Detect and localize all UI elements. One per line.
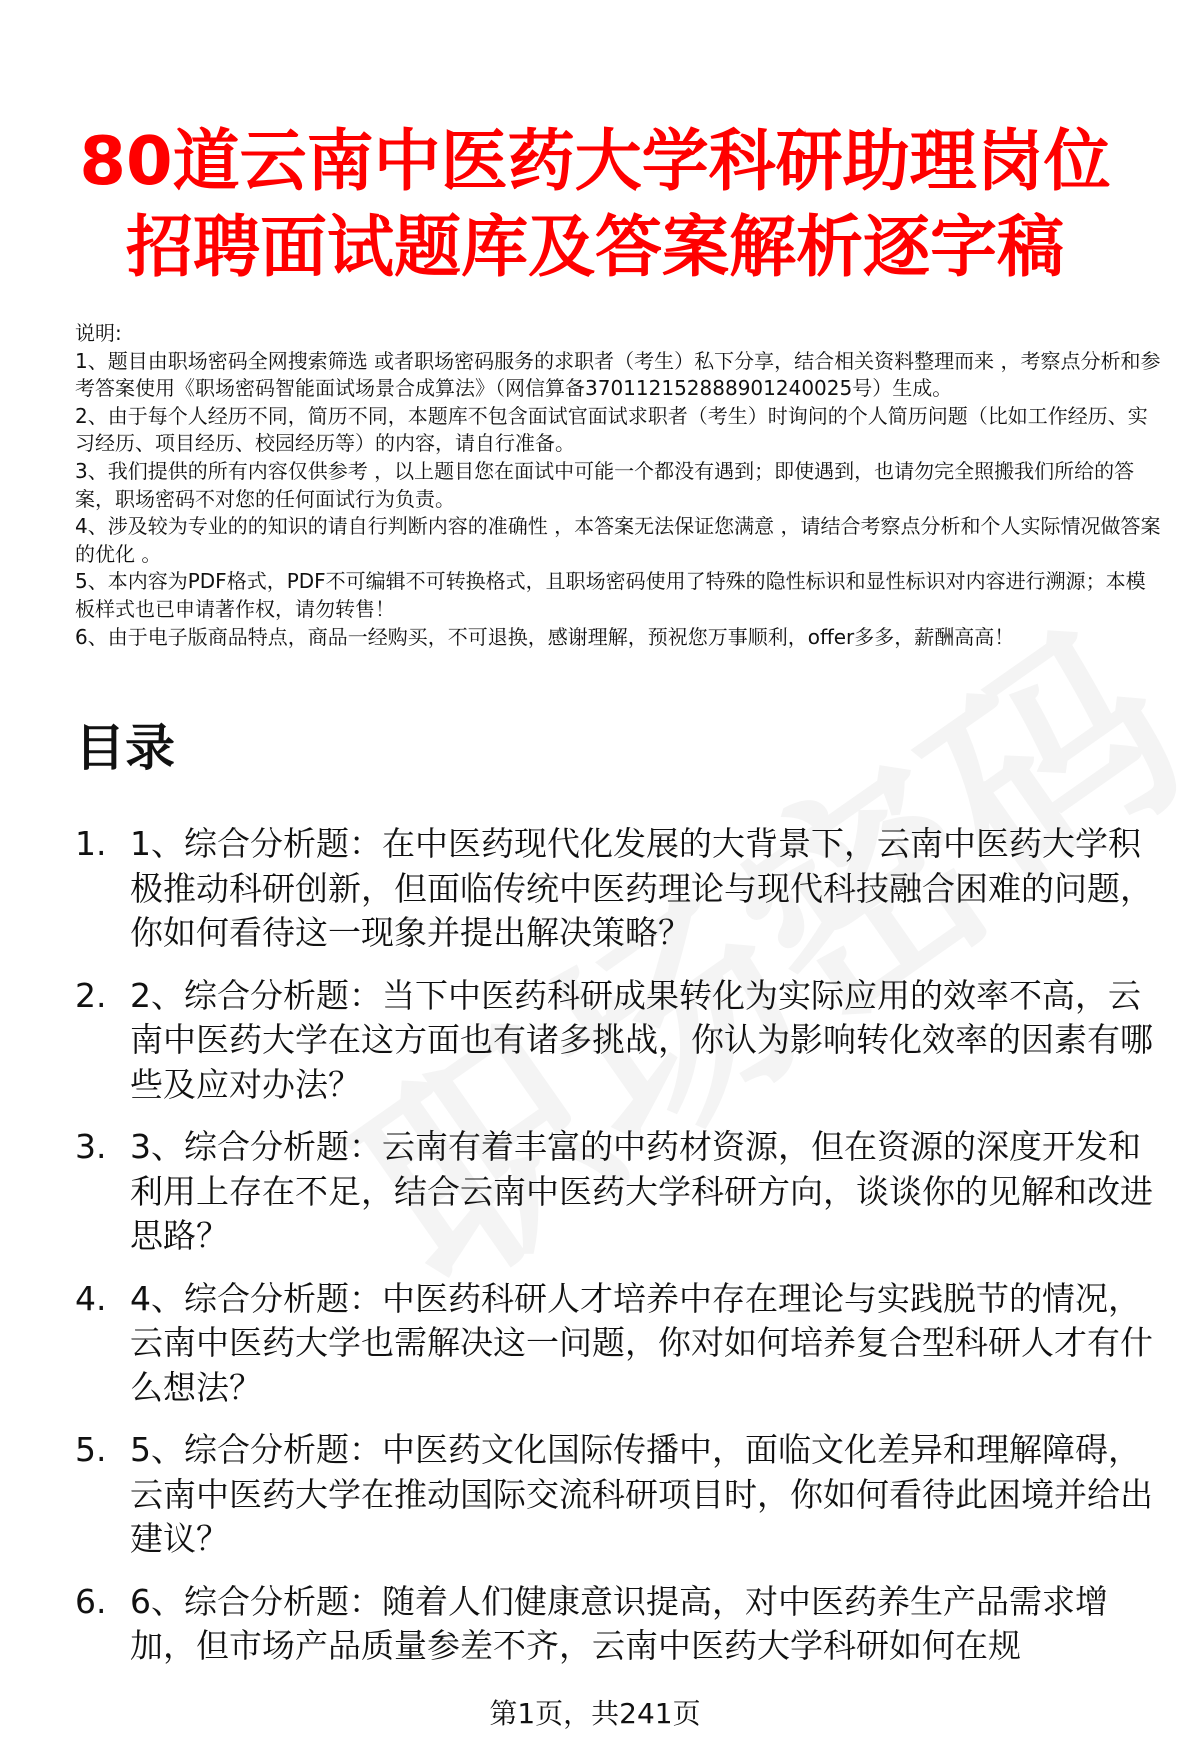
toc-item-number: 5. [75,1430,107,1469]
title-line-1: 80道云南中医药大学科研助理岗位 [79,122,1111,200]
page-footer: 第1页，共241页 [489,1697,701,1730]
toc-item[interactable] [75,1277,1165,1411]
toc-item-number: 4. [75,1278,107,1318]
document-title [60,118,1130,290]
toc-item-number: 3. [75,1127,107,1166]
note-item-1: 1、题目由职场密码全网搜索筛选 或者职场密码服务的求职者（考生）私下分享，结合相关资料整理而来 ，考察点分析和参考答案使用《职场密码智能面试场景合成算法》（网信算备370112152888901240025号）生成。 [75,348,1161,401]
note-item-5: 5、本内容为PDF格式，PDF不可编辑不可转换格式，且职场密码使用了特殊的隐性标识和显性标识对内容进行溯源；本模板样式也已申请著作权，请勿转售！ [75,569,1146,621]
toc-item-text: 3、综合分析题：云南有着丰富的中药材资源，但在资源的深度开发和利用上存在不足，结合云南中医药大学科研方向，谈谈你的见解和改进思路？ [130,1127,1153,1255]
toc-item[interactable] [75,1428,1165,1562]
toc-item-text: 5、综合分析题：中医药文化国际传播中，面临文化差异和理解障碍，云南中医药大学在推动国际交流科研项目时，你如何看待此困境并给出建议？ [130,1430,1153,1558]
toc-item-number: 2. [75,975,107,1015]
toc-item-text: 2、综合分析题：当下中医药科研成果转化为实际应用的效率不高，云南中医药大学在这方面也有诸多挑战，你认为影响转化效率的因素有哪些及应对办法？ [130,975,1153,1104]
notes-section [75,320,1165,651]
toc-item[interactable] [75,822,1165,956]
toc-item-number: 6. [75,1581,107,1621]
note-item-4: 4、涉及较为专业的的知识的请自行判断内容的准确性 ，本答案无法保证您满意 ，请结合考察点分析和个人实际情况做答案的优化 。 [75,514,1161,566]
toc-item-text: 6、综合分析题：随着人们健康意识提高，对中医药养生产品需求增加，但市场产品质量参差不齐，云南中医药大学科研如何在规 [130,1581,1108,1665]
toc-item-text: 1、综合分析题：在中医药现代化发展的大背景下，云南中医药大学积极推动科研创新，但面临传统中医药理论与现代科技融合困难的问题，你如何看待这一现象并提出解决策略？ [130,824,1153,952]
toc-item-number: 1. [75,824,107,863]
toc-list [75,822,1165,1687]
note-item-2: 2、由于每个人经历不同，简历不同，本题库不包含面试官面试求职者（考生）时询问的个人简历问题（比如工作经历、实习经历、项目经历、校园经历等）的内容，请自行准备。 [75,403,1148,456]
notes-heading: 说明: [75,321,122,345]
toc-heading: 目录 [75,719,175,777]
note-item-3: 3、我们提供的所有内容仅供参考 ，以上题目您在面试中可能一个都没有遇到；即使遇到，也请勿完全照搬我们所给的答案，职场密码不对您的任何面试行为负责。 [75,458,1135,511]
toc-item[interactable] [75,974,1165,1108]
toc-item[interactable] [75,1125,1165,1259]
toc-item-text: 4、综合分析题：中医药科研人才培养中存在理论与实践脱节的情况，云南中医药大学也需解决这一问题，你对如何培养复合型科研人才有什么想法？ [130,1278,1153,1407]
note-item-6: 6、由于电子版商品特点，商品一经购买，不可退换，感谢理解，预祝您万事顺利，offer多多，薪酬高高！ [75,624,1015,649]
title-line-2: 招聘面试题库及答案解析逐字稿 [126,208,1064,286]
toc-item[interactable] [75,1580,1165,1669]
